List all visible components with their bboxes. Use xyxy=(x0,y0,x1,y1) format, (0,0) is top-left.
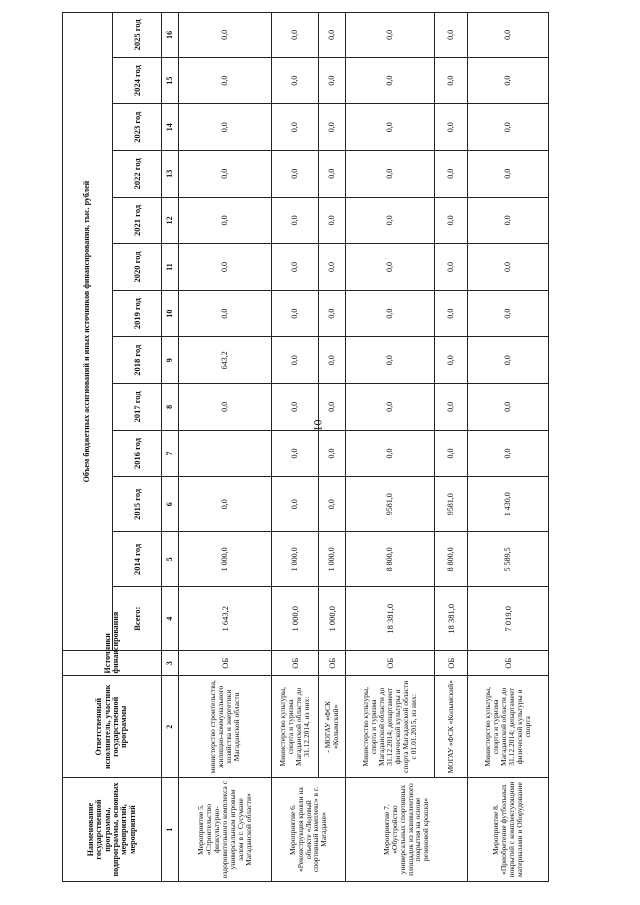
year-value: 0,0 xyxy=(319,430,346,477)
year-value: 0,0 xyxy=(468,244,549,291)
total-value: 7 019,0 xyxy=(468,587,549,651)
year-value: 9581,0 xyxy=(435,477,468,532)
year-value: 0,0 xyxy=(272,244,319,291)
funding-source: ОБ xyxy=(468,651,549,676)
header-funding-group: Объем бюджетных ассигнований и иных источников финансирования, тыс. рублей xyxy=(63,13,113,651)
funding-source: ОБ xyxy=(346,651,435,676)
year-value: 0,0 xyxy=(468,197,549,244)
year-value: 0,0 xyxy=(346,57,435,104)
header-source: Источники финансирования xyxy=(63,651,162,676)
activity-name: Мероприятие 8. «Приобретение футбольных покрытий с комплектующими материалами и Оборудование xyxy=(468,778,549,882)
column-number: 6 xyxy=(162,477,179,532)
activity-name: Мероприятие 5. «Строительство физкультурно-оздоровительного комплекса с универсальным игровым залом в г. Сусумане Магаданской области» xyxy=(179,778,272,882)
year-value: 0,0 xyxy=(272,57,319,104)
executor: Министерство культуры, спорта и туризма Магаданской области до 31.12.2014; департамент физической культуры и спорта Магаданской области с 01.01.2015, из них: xyxy=(346,676,435,778)
year-value: 1 000,0 xyxy=(179,532,272,587)
year-value: 9581,0 xyxy=(346,477,435,532)
funding-table xyxy=(62,12,549,882)
page-number: 10 xyxy=(310,419,325,432)
header-year: 2025 год xyxy=(113,13,162,58)
funding-source: ОБ xyxy=(272,651,319,676)
year-value: 0,0 xyxy=(346,290,435,337)
table-row xyxy=(272,13,319,882)
year-value: 0,0 xyxy=(272,290,319,337)
header-year: 2022 год xyxy=(113,150,162,197)
year-value: 0,0 xyxy=(435,197,468,244)
year-value: 0,0 xyxy=(319,244,346,291)
funding-source: ОБ xyxy=(435,651,468,676)
year-value: 0,0 xyxy=(319,104,346,151)
year-value: 0,0 xyxy=(435,244,468,291)
year-value: 0,0 xyxy=(468,290,549,337)
total-value: 1 000,0 xyxy=(319,587,346,651)
year-value: 0,0 xyxy=(435,430,468,477)
year-value: 0,0 xyxy=(435,337,468,384)
header-year: 2021 год xyxy=(113,197,162,244)
column-number: 15 xyxy=(162,57,179,104)
year-value: 0,0 xyxy=(179,150,272,197)
table-row xyxy=(435,13,468,882)
column-number: 1 xyxy=(162,778,179,882)
year-value: 0,0 xyxy=(272,13,319,58)
year-value: 0,0 xyxy=(346,13,435,58)
column-number: 10 xyxy=(162,290,179,337)
funding-source: ОБ xyxy=(179,651,272,676)
year-value: 0,0 xyxy=(468,337,549,384)
year-value: 8 800,0 xyxy=(435,532,468,587)
table-row xyxy=(179,13,272,882)
year-value: 0,0 xyxy=(346,384,435,431)
column-number: 3 xyxy=(162,651,179,676)
year-value: 0,0 xyxy=(179,197,272,244)
header-year: 2020 год xyxy=(113,244,162,291)
year-value: 0,0 xyxy=(319,290,346,337)
year-value: 0,0 xyxy=(468,430,549,477)
header-total: Всего: xyxy=(113,587,162,651)
year-value: 0,0 xyxy=(319,384,346,431)
header-year: 2018 год xyxy=(113,337,162,384)
total-value: 18 381,0 xyxy=(435,587,468,651)
table-row xyxy=(346,13,435,882)
column-number: 5 xyxy=(162,532,179,587)
year-value: 0,0 xyxy=(272,104,319,151)
column-number-row xyxy=(162,13,179,882)
year-value: 0,0 xyxy=(272,477,319,532)
year-value: 1 000,0 xyxy=(319,532,346,587)
year-value: 0,0 xyxy=(468,384,549,431)
year-value: 0,0 xyxy=(319,477,346,532)
year-value: 0,0 xyxy=(179,477,272,532)
total-value: 18 381,0 xyxy=(346,587,435,651)
table-row xyxy=(468,13,549,882)
header-year: 2023 год xyxy=(113,104,162,151)
header-year: 2015 год xyxy=(113,477,162,532)
year-value: 0,0 xyxy=(272,384,319,431)
funding-source: ОБ xyxy=(319,651,346,676)
executor: Министерство культуры, спорта и туризма Магаданской области до 31.12.2014; департамент физической культуры и спорта xyxy=(468,676,549,778)
year-value: 0,0 xyxy=(435,290,468,337)
year-value: 1 000,0 xyxy=(272,532,319,587)
year-value: 643,2 xyxy=(179,337,272,384)
column-number: 4 xyxy=(162,587,179,651)
executor: - МОГАУ «ФСК «Колымский» xyxy=(319,676,346,778)
year-value: 0,0 xyxy=(272,337,319,384)
column-number: 14 xyxy=(162,104,179,151)
total-value: 1 643,2 xyxy=(179,587,272,651)
header-executor: Ответственный исполнитель, участник государственной программы xyxy=(63,676,162,778)
year-value: 0,0 xyxy=(179,13,272,58)
activity-name: Мероприятие 7. «Обустройство универсальных спортивных площадок из эквивалентного покрытия на основе резиновой крошки» xyxy=(346,778,468,882)
year-value: 0,0 xyxy=(272,197,319,244)
year-value: 0,0 xyxy=(319,13,346,58)
year-value xyxy=(179,430,272,477)
year-value: 0,0 xyxy=(319,337,346,384)
header-year: 2024 год xyxy=(113,57,162,104)
header-row-1 xyxy=(63,13,113,882)
year-value: 0,0 xyxy=(468,13,549,58)
year-value: 0,0 xyxy=(435,57,468,104)
header-year: 2017 год xyxy=(113,384,162,431)
rotated-table-wrapper xyxy=(62,12,549,882)
column-number: 13 xyxy=(162,150,179,197)
table-row xyxy=(319,13,346,882)
executor: Министерство культуры, спорта и туризма Магаданской области до 31.12.2014, из них: xyxy=(272,676,319,778)
total-value: 1 000,0 xyxy=(272,587,319,651)
year-value: 0,0 xyxy=(272,150,319,197)
year-value: 0,0 xyxy=(179,57,272,104)
year-value: 0,0 xyxy=(319,57,346,104)
executor: МОГАУ «ФСК «Колымский» xyxy=(435,676,468,778)
header-name: Наименование государственной программы, подпрограммы, основных мероприятий, мероприятий xyxy=(63,778,162,882)
column-number: 12 xyxy=(162,197,179,244)
year-value: 0,0 xyxy=(346,104,435,151)
year-value: 0,0 xyxy=(468,150,549,197)
column-number: 2 xyxy=(162,676,179,778)
year-value: 0,0 xyxy=(319,197,346,244)
year-value: 8 800,0 xyxy=(346,532,435,587)
year-value: 0,0 xyxy=(179,104,272,151)
year-value: 1 430,0 xyxy=(468,477,549,532)
column-number: 8 xyxy=(162,384,179,431)
header-year: 2016 год xyxy=(113,430,162,477)
column-number: 9 xyxy=(162,337,179,384)
column-number: 11 xyxy=(162,244,179,291)
year-value: 0,0 xyxy=(179,290,272,337)
header-year: 2019 год xyxy=(113,290,162,337)
year-value: 0,0 xyxy=(468,104,549,151)
year-value: 0,0 xyxy=(435,150,468,197)
year-value: 0,0 xyxy=(346,244,435,291)
year-value: 0,0 xyxy=(468,57,549,104)
header-year: 2014 год xyxy=(113,532,162,587)
executor: министерство строительства, жилищно-коммунального хозяйства и энергетики Магаданской области xyxy=(179,676,272,778)
year-value: 0,0 xyxy=(179,384,272,431)
year-value: 0,0 xyxy=(435,104,468,151)
activity-name: Мероприятие 6. «Реконструкция кровли на объекте «Ледовый спортивный комплекс» в г. Магадане» xyxy=(272,778,346,882)
year-value: 0,0 xyxy=(435,13,468,58)
year-value: 0,0 xyxy=(346,337,435,384)
column-number: 16 xyxy=(162,13,179,58)
year-value: 0,0 xyxy=(179,244,272,291)
year-value: 0,0 xyxy=(346,197,435,244)
year-value: 0,0 xyxy=(346,430,435,477)
year-value: 5 589,5 xyxy=(468,532,549,587)
year-value: 0,0 xyxy=(346,150,435,197)
year-value: 0,0 xyxy=(272,430,319,477)
year-value: 0,0 xyxy=(435,384,468,431)
column-number: 7 xyxy=(162,430,179,477)
year-value: 0,0 xyxy=(319,150,346,197)
